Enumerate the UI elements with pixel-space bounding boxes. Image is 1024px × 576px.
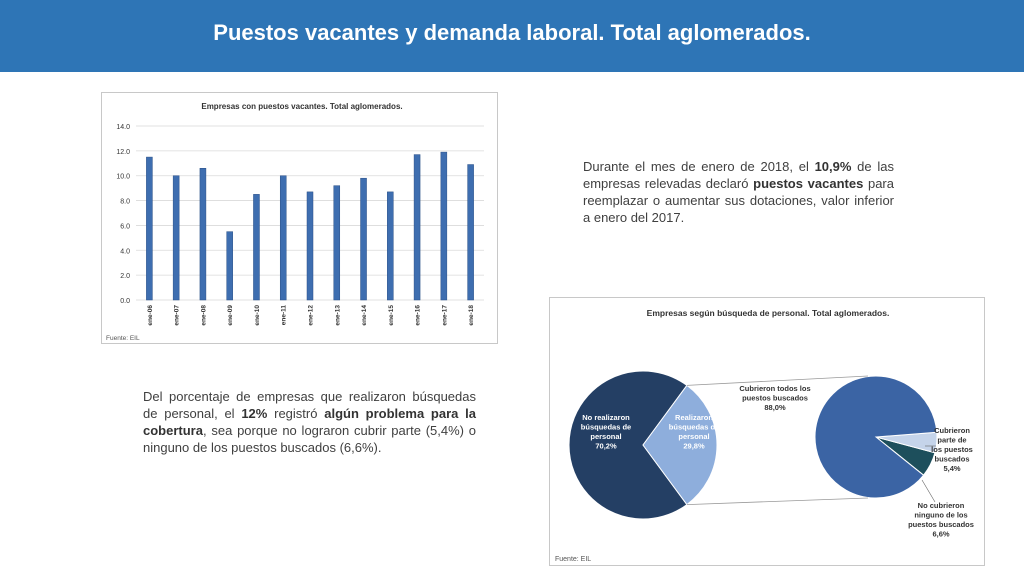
- leader-line: [922, 480, 935, 502]
- summary-text-part: Del porcentaje de empresas que realizaron búsquedas de personal, el: [143, 389, 476, 421]
- y-tick-label: 12.0: [116, 148, 130, 156]
- pie-label-no-search-line: 70,2%: [595, 441, 617, 451]
- x-tick-label: ene-11: [280, 305, 288, 326]
- summary-text-part: para reemplazar o aumentar sus dotaciones, valor inferior a enero del 2017.: [583, 176, 894, 225]
- pie-label-no-search-line: No realizaron: [582, 413, 630, 422]
- bar: [253, 194, 259, 300]
- pie-label-part-filled-line: Cubrieron: [934, 426, 970, 435]
- pie-label-part-filled: [931, 426, 973, 473]
- bar: [387, 192, 393, 300]
- y-tick-label: 8.0: [120, 198, 130, 206]
- y-tick-label: 14.0: [116, 124, 130, 131]
- pie-label-all-filled-line: puestos buscados: [742, 393, 808, 403]
- chart-title: Empresas con puestos vacantes. Total aglomerados.: [201, 102, 403, 111]
- summary-highlight: puestos vacantes: [753, 176, 864, 191]
- pie-label-none-filled-line: ninguno de los: [914, 510, 968, 520]
- pie-label-search-line: Realizaron: [675, 413, 713, 422]
- x-tick-label: ene-13: [334, 305, 342, 326]
- pie-label-part-filled-line: buscados: [934, 454, 970, 464]
- x-tick-label: ene-07: [173, 305, 181, 326]
- x-tick-label: ene-17: [441, 305, 449, 326]
- x-tick-label: ene-15: [387, 305, 395, 326]
- pie-label-no-search-line: búsquedas de: [580, 422, 632, 432]
- summary-text-part: de las empresas relevadas declaró: [583, 159, 894, 191]
- x-tick-label: ene-14: [361, 305, 369, 326]
- page-title: Puestos vacantes y demanda laboral. Total aglomerados.: [213, 20, 811, 45]
- summary-highlight: 12%: [241, 406, 268, 421]
- bar: [173, 176, 179, 300]
- y-tick-label: 2.0: [120, 273, 130, 281]
- chart-source: Fuente: EIL: [106, 335, 140, 342]
- pie-label-all-filled-line: Cubrieron todos los: [739, 384, 811, 393]
- summary-text-part: registró: [267, 406, 325, 421]
- bar-chart-panel: [101, 92, 498, 344]
- pie-label-part-filled-line: los puestos: [931, 445, 973, 454]
- x-tick-label: ene-10: [253, 305, 261, 326]
- pie-label-no-search-line: personal: [590, 432, 622, 441]
- bar: [307, 192, 313, 300]
- bar: [280, 176, 286, 300]
- pie-label-part-filled-line: 5,4%: [943, 464, 961, 473]
- x-tick-label: ene-18: [468, 305, 476, 326]
- coverage-summary-text: [143, 388, 476, 456]
- bar: [227, 232, 233, 300]
- bar-chart: [102, 93, 499, 345]
- x-tick-label: ene-16: [414, 305, 422, 326]
- pie-label-search-line: 29,8%: [683, 441, 705, 451]
- summary-highlight: 10,9%: [814, 159, 852, 174]
- bar: [414, 155, 420, 300]
- summary-highlight: algún problema para la cobertura: [143, 406, 476, 438]
- pie-chart: [550, 298, 986, 567]
- pie-label-search-line: personal: [678, 432, 710, 441]
- chart-title: Empresas según búsqueda de personal. Total aglomerados.: [646, 308, 890, 318]
- bar: [200, 168, 206, 300]
- x-tick-label: ene-12: [307, 305, 315, 326]
- pie-label-search-line: búsquedas de: [668, 422, 720, 432]
- x-tick-label: ene-06: [146, 305, 154, 326]
- chart-source: Fuente: EIL: [555, 556, 592, 563]
- x-tick-label: ene-08: [200, 305, 208, 326]
- bar: [468, 165, 474, 300]
- bar: [361, 178, 367, 300]
- bar: [146, 157, 152, 300]
- pie-label-part-filled-line: parte de: [937, 435, 967, 445]
- pie-label-none-filled-line: No cubrieron: [917, 501, 965, 510]
- pie-label-none-filled: [908, 501, 974, 539]
- y-tick-label: 0.0: [120, 298, 130, 305]
- pie-label-all-filled: [739, 384, 810, 412]
- pie-label-none-filled-line: 6,6%: [932, 529, 950, 539]
- y-tick-label: 4.0: [120, 248, 130, 256]
- connector-line: [687, 498, 868, 505]
- pie-chart-panel: [549, 297, 985, 566]
- header-banner: [0, 0, 1024, 72]
- bar: [334, 186, 340, 300]
- vacancies-summary-text: [583, 158, 894, 226]
- summary-text-part: Durante el mes de enero de 2018, el: [583, 159, 815, 174]
- x-tick-label: ene-09: [227, 305, 235, 326]
- y-tick-label: 6.0: [120, 223, 130, 231]
- summary-text-part: , sea porque no lograron cubrir parte (5,4%) o ninguno de los puestos buscados (6,6%).: [143, 423, 476, 455]
- pie-label-all-filled-line: 88,0%: [764, 403, 786, 412]
- bar: [441, 152, 447, 300]
- y-tick-label: 10.0: [116, 173, 130, 181]
- pie-label-none-filled-line: puestos buscados: [908, 520, 974, 529]
